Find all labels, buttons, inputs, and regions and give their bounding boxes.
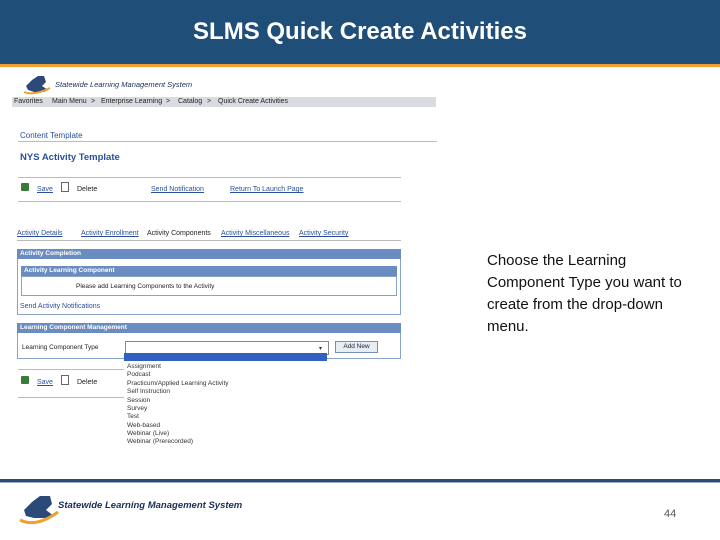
empty-components-message: Please add Learning Components to the Activity [76,283,215,290]
delete-icon [61,182,69,192]
save-button[interactable]: Save [37,186,53,193]
divider [18,397,124,398]
delete-button[interactable]: Delete [77,186,98,193]
instruction-text: Choose the Learning Component Type you want to create from the drop-down menu. [487,252,682,335]
ny-state-logo-icon [18,488,60,530]
breadcrumb-quick-create: Quick Create Activities [218,98,289,105]
learning-component-type-label: Learning Component Type [22,344,99,351]
dropdown-option-self-instruction[interactable]: Self Instruction [127,388,170,395]
dropdown-option-web-based[interactable]: Web-based [127,422,161,429]
page-number: 44 [664,508,677,520]
save-icon [21,376,29,384]
dropdown-option-assignment[interactable]: Assignment [127,363,161,370]
save-icon [21,183,29,191]
footer-divider [0,482,720,483]
delete-icon [61,375,69,385]
dropdown-option-podcast[interactable]: Podcast [127,371,151,378]
add-new-button[interactable]: Add New [335,341,378,353]
activity-completion-header: Activity Completion [17,249,401,259]
lcm-header: Learning Component Management [17,323,401,333]
breadcrumb-separator: > [91,98,96,105]
divider [18,369,124,370]
dropdown-option-survey[interactable]: Survey [127,405,148,412]
breadcrumb-separator: > [166,98,171,105]
tab-activity-security[interactable]: Activity Security [299,230,349,237]
send-notifications-link[interactable]: Send Activity Notifications [20,303,101,310]
breadcrumb-favorites[interactable]: Favorites [14,98,43,105]
divider [18,177,401,178]
ny-state-logo-icon [22,72,52,96]
content-template-label: Content Template [20,131,83,140]
chevron-down-icon[interactable]: ▾ [319,346,323,352]
footer-logo-text: Statewide Learning Management System [58,500,243,511]
tab-activity-details[interactable]: Activity Details [17,230,63,237]
divider [17,240,401,241]
breadcrumb-catalog[interactable]: Catalog [178,98,203,105]
delete-button-bottom[interactable]: Delete [77,379,98,386]
tab-activity-enrollment[interactable]: Activity Enrollment [81,230,139,237]
dropdown-option-session[interactable]: Session [127,397,151,404]
slide-title: SLMS Quick Create Activities [193,18,527,45]
breadcrumb-separator: > [207,98,212,105]
save-button-bottom[interactable]: Save [37,379,53,386]
template-title: NYS Activity Template [20,152,120,163]
breadcrumb-enterprise-learning[interactable]: Enterprise Learning [101,98,163,105]
breadcrumb-main-menu[interactable]: Main Menu [52,98,87,105]
dropdown-option-practicum[interactable]: Practicum/Applied Learning Activity [127,380,229,387]
divider [18,201,401,202]
send-notification-link[interactable]: Send Notification [151,186,204,193]
return-launch-link[interactable]: Return To Launch Page [230,186,304,193]
tab-activity-components[interactable]: Activity Components [147,230,211,237]
dropdown-option-test[interactable]: Test [127,413,139,420]
divider [18,141,437,142]
tab-activity-miscellaneous[interactable]: Activity Miscellaneous [221,230,290,237]
dropdown-selected-blank[interactable] [124,353,327,361]
dropdown-option-webinar-prerecorded[interactable]: Webinar (Prerecorded) [127,438,193,445]
learning-component-subheader: Activity Learning Component [21,266,397,276]
dropdown-option-webinar-live[interactable]: Webinar (Live) [127,430,170,437]
logo-text: Statewide Learning Management System [55,80,193,89]
